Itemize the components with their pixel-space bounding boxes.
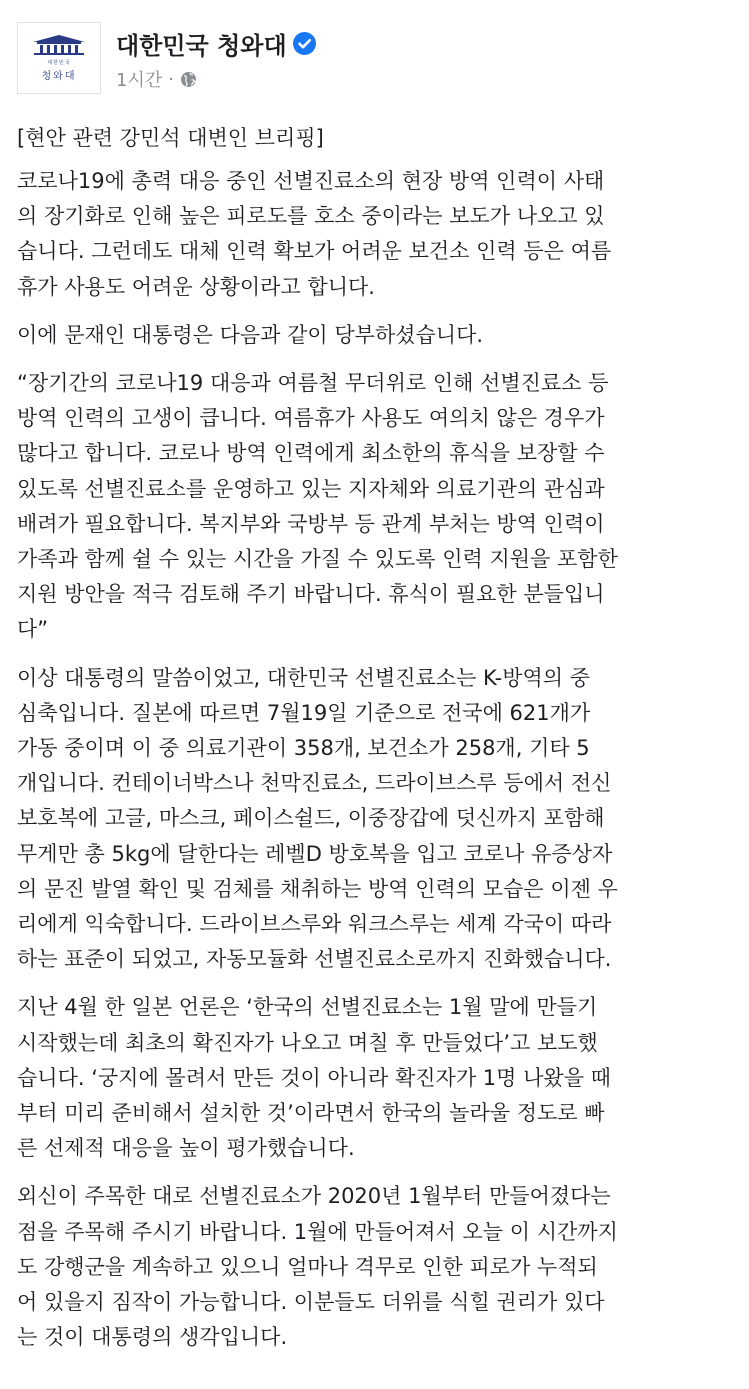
post-text-line: 리에게 익숙합니다. 드라이브스루와 워크스루는 세계 각국이 따라	[17, 912, 612, 937]
post-text-line: 개입니다. 컨테이너박스나 천막진료소, 드라이브스루 등에서 전신	[17, 771, 612, 796]
post-text-line: 른 선제적 대응을 높이 평가했습니다.	[17, 1136, 355, 1161]
avatar-caption: 청와대	[41, 71, 77, 82]
blue-house-logo-icon	[31, 33, 87, 57]
post-body	[0, 110, 749, 1356]
post-text-line: 이상 대통령의 말씀이었고, 대한민국 선별진료소는 K-방역의 중	[17, 665, 591, 690]
post-text-line: 많다고 합니다. 코로나 방역 인력에게 최소한의 휴식을 보장할 수	[17, 441, 605, 466]
post-text-line: 보호복에 고글, 마스크, 페이스쉴드, 이중장갑에 덧신까지 포함해	[17, 806, 605, 831]
post-text-line: 지원 방안을 적극 검토해 주기 바랍니다. 휴식이 필요한 분들입니	[17, 582, 605, 607]
post-text-line: 하는 표준이 되었고, 자동모듈화 선별진료소로까지 진화했습니다.	[17, 947, 612, 972]
page-name-row	[116, 26, 316, 61]
post-text-line: 는 것이 대통령의 생각입니다.	[17, 1325, 288, 1350]
post-paragraph	[17, 1179, 731, 1355]
post-text-line: 코로나19에 총력 대응 중인 선별진료소의 현장 방역 인력이 사태	[17, 169, 605, 193]
post-text-line: 습니다. 그런데도 대체 인력 확보가 어려운 보건소 인력 등은 여름	[17, 239, 612, 264]
post-text-line: 도 강행군을 계속하고 있으니 얼마나 격무로 인한 피로가 누적되	[17, 1254, 598, 1279]
post-text-line: 점을 주목해 주시기 바랍니다. 1월에 만들어져서 오늘 이 시간까지	[17, 1219, 618, 1244]
post-text-line: 의 장기화로 인해 높은 피로도를 호소 중이라는 보도가 나오고 있	[17, 204, 605, 229]
post-text-line: 의 문진 발열 확인 및 검체를 채취하는 방역 인력의 모습은 이젠 우	[17, 876, 618, 901]
post-paragraph	[17, 990, 731, 1166]
post-text-line: 지난 4월 한 일본 언론은 ‘한국의 선별진료소는 1월 말에 만들기	[17, 995, 598, 1020]
post-paragraph	[17, 318, 731, 353]
post-text-line: 배려가 필요합니다. 복지부와 국방부 등 관계 부처는 방역 인력이	[17, 511, 605, 536]
meta-separator: ·	[168, 68, 174, 90]
post-paragraph	[17, 366, 731, 648]
post-text-line: 부터 미리 준비해서 설치한 것’이라면서 한국의 놀라울 정도로 빠	[17, 1101, 605, 1126]
post-paragraph	[17, 164, 731, 305]
post-text-line: 심축입니다. 질본에 따르면 7월19일 기준으로 전국에 621개가	[17, 700, 591, 725]
avatar-caption-small: 대한민국	[47, 60, 71, 66]
post-text-line: 있도록 선별진료소를 운영하고 있는 지자체와 의료기관의 관심과	[17, 476, 605, 501]
globe-icon[interactable]	[180, 71, 197, 88]
post-title: [현안 관련 강민석 대변인 브리핑]	[17, 126, 324, 150]
post-text-line: 습니다. ‘궁지에 몰려서 만든 것이 아니라 확진자가 1명 나왔을 때	[17, 1065, 611, 1090]
post-text-line: 휴가 사용도 어려운 상황이라고 합니다.	[17, 274, 375, 299]
post-text-line: 어 있을지 짐작이 가능합니다. 이분들도 더위를 식힐 권리가 있다	[17, 1290, 605, 1315]
verified-badge-icon	[293, 32, 316, 55]
post-text-line: 가족과 함께 쉴 수 있는 시간을 가질 수 있도록 인력 지원을 포함한	[17, 547, 618, 572]
post-text-line: 무게만 총 5kg에 달한다는 레벨D 방호복을 입고 코로나 유증상자	[17, 841, 613, 866]
page-name-link[interactable]: 대한민국 청와대	[116, 32, 287, 60]
post-paragraph	[17, 661, 731, 978]
post-text-line: 다”	[17, 617, 49, 642]
post-text-line: “장기간의 코로나19 대응과 여름철 무더위로 인해 선별진료소 등	[17, 371, 609, 396]
post-text-line: 방역 인력의 고생이 큽니다. 여름휴가 사용도 여의치 않은 경우가	[17, 406, 605, 431]
post-text-line: 시작했는데 최초의 확진자가 나오고 며칠 후 만들었다’고 보도했	[17, 1030, 598, 1055]
post-text-line: 가동 중이며 이 중 의료기관이 358개, 보건소가 258개, 기타 5	[17, 736, 590, 761]
page-avatar[interactable]	[17, 22, 101, 94]
post-text-line: 이에 문재인 대통령은 다음과 같이 당부하셨습니다.	[17, 322, 484, 347]
post-meta	[116, 66, 197, 92]
post-timestamp[interactable]: 1시간	[116, 70, 163, 91]
post-header	[0, 0, 749, 110]
post-text-line: 외신이 주목한 대로 선별진료소가 2020년 1월부터 만들어졌다는	[17, 1184, 611, 1209]
post-paragraphs	[17, 164, 731, 1356]
